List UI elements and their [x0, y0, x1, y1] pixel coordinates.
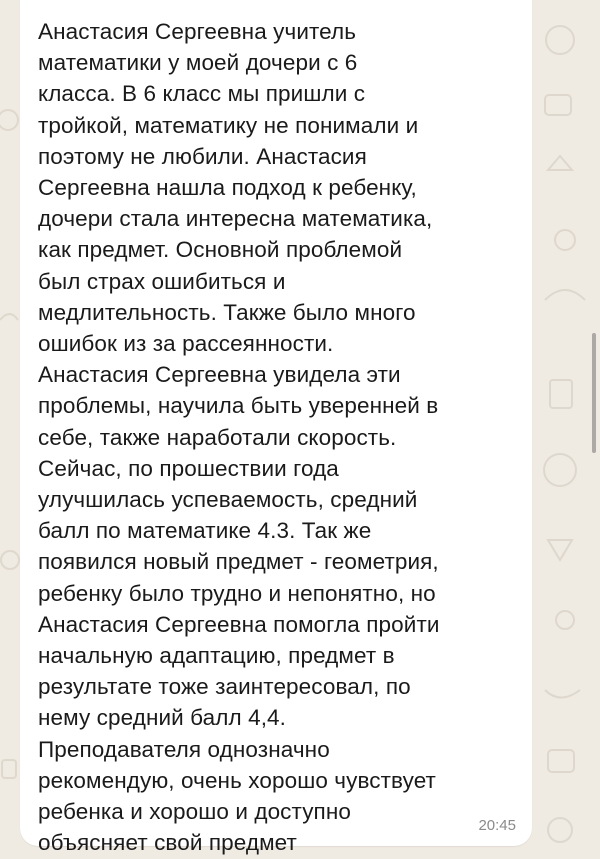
message-line: был страх ошибиться и [38, 268, 286, 294]
message-line: балл по математике 4.3. Так же [38, 518, 372, 544]
message-line: класса. В 6 класс мы пришли с [38, 81, 366, 107]
message-line: Анастасия Сергеевна учитель [38, 19, 357, 44]
message-line: начальную адаптацию, предмет в [38, 643, 395, 669]
message-bubble[interactable] [20, 0, 532, 856]
message-text [38, 16, 514, 858]
message-line: объясняет свой предмет [38, 830, 297, 856]
message-line: ребенка и хорошо и доступно [38, 799, 351, 825]
message-line: рекомендую, очень хорошо чувствует [38, 767, 436, 793]
message-line: Анастасия Сергеевна помогла пройти [38, 611, 440, 637]
message-line: медлительность. Также было много [38, 299, 416, 325]
message-line: Сейчас, по прошествии года [38, 455, 339, 481]
message-line: нему средний балл 4,4. [38, 705, 287, 731]
message-line: ребенку было трудно и непонятно, но [38, 580, 436, 606]
message-line: дочери стала интересна математика, [38, 206, 433, 232]
message-line: Сергеевна нашла подход к ребенку, [38, 175, 417, 201]
message-line: ошибок из за рассеянности. [38, 331, 334, 357]
message-line: поэтому не любили. Анастасия [38, 143, 367, 169]
message-line: как предмет. Основной проблемой [38, 237, 403, 263]
message-line: математики у моей дочери с 6 [38, 50, 358, 76]
scroll-indicator[interactable] [592, 333, 596, 453]
message-line: проблемы, научила быть уверенней в [38, 393, 439, 419]
message-line: Анастасия Сергеевна увидела эти [38, 362, 401, 388]
message-line: себе, также наработали скорость. [38, 424, 397, 450]
message-line: улучшилась успеваемость, средний [38, 487, 418, 513]
message-line: Преподавателя однозначно [38, 736, 330, 762]
message-line: результате тоже заинтересовал, по [38, 674, 411, 700]
message-line: появился новый предмет - геометрия, [38, 549, 439, 575]
message-line: тройкой, математику не понимали и [38, 112, 419, 138]
message-timestamp: 20:45 [478, 817, 516, 834]
